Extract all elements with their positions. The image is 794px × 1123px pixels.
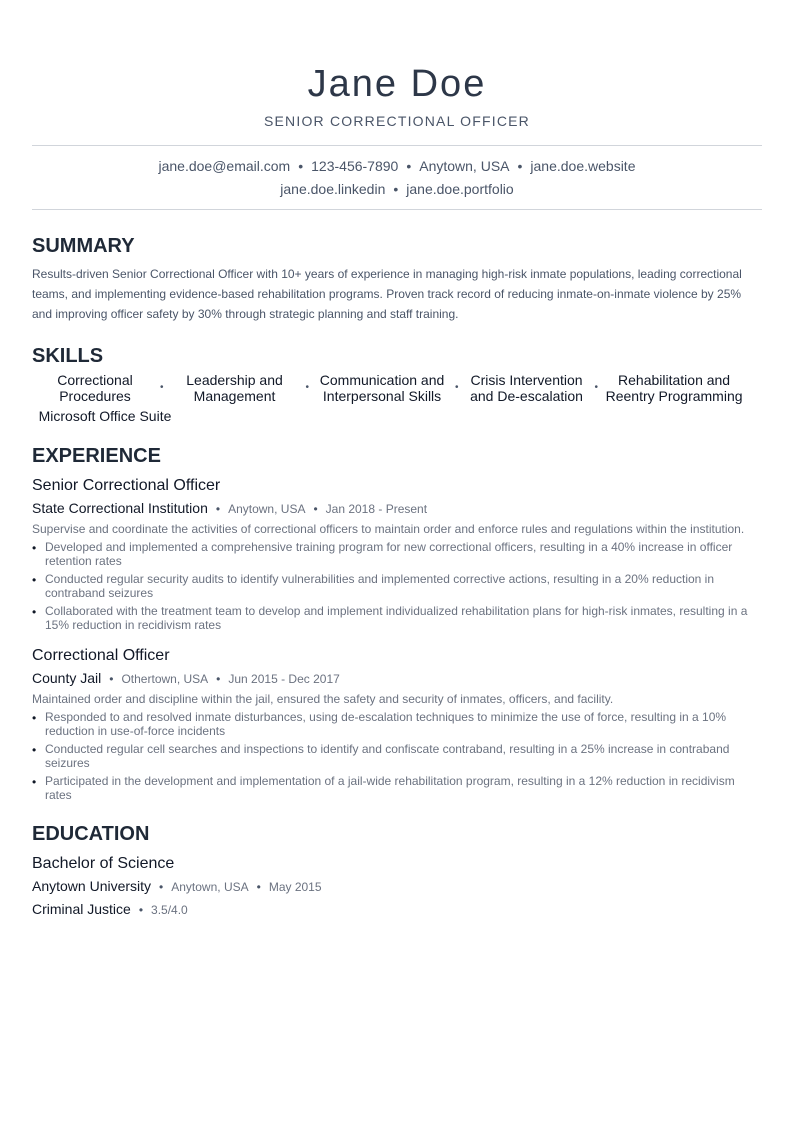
resume-header: [32, 0, 762, 130]
section-heading: SUMMARY: [32, 235, 135, 257]
school-location: Anytown, USA: [171, 880, 249, 894]
section-heading: SKILLS: [32, 345, 104, 367]
job-entry: [32, 476, 762, 632]
skills-section: [32, 344, 762, 424]
job-dates: Jan 2018 - Present: [325, 502, 428, 516]
education-section: [32, 822, 762, 920]
section-heading: EDUCATION: [32, 823, 150, 845]
job-location: Othertown, USA: [121, 672, 209, 686]
contact-row: [32, 178, 762, 201]
skill-item: Correctional Procedures: [57, 372, 133, 404]
separator-dot: •: [594, 382, 599, 393]
achievement-item: • Conducted regular cell searches and inspections to identify and confiscate contraband, resulting in a 25% increase in contraband seizures: [32, 742, 762, 770]
summary-section: [32, 234, 762, 324]
separator-dot: •: [298, 158, 304, 174]
achievement-item: • Collaborated with the treatment team to develop and implement individualized rehabilitation plans for high-risk inmates, resulting in a 15% reduction in recidivism rates: [32, 604, 762, 632]
separator-dot: •: [159, 880, 164, 894]
job-meta: [32, 498, 762, 519]
degree-title: Bachelor of Science: [32, 855, 175, 872]
achievement-item: • Developed and implemented a comprehensive training program for new correctional officers, resulting in a 40% increase in officer retention rates: [32, 540, 762, 568]
job-title: Correctional Officer: [32, 647, 170, 664]
job-dates: Jun 2015 - Dec 2017: [228, 672, 340, 686]
job-description: Maintained order and discipline within the jail, ensured the safety and security of inmates, officers, and facility.: [32, 692, 614, 706]
graduation-date: May 2015: [268, 880, 322, 894]
separator-dot: •: [160, 382, 164, 393]
contact-linkedin[interactable]: jane.doe.linkedin: [280, 181, 386, 197]
skill-item: Microsoft Office Suite: [38, 408, 172, 424]
job-location: Anytown, USA: [228, 502, 306, 516]
contact-row: [32, 155, 762, 178]
gpa: 3.5/4.0: [151, 903, 188, 917]
skills-list: [32, 372, 762, 424]
contact-email[interactable]: jane.doe@email.com: [158, 158, 291, 174]
job-meta: [32, 668, 762, 689]
skill-item: Leadership and Management: [186, 372, 283, 404]
contact-phone[interactable]: 123-456-7890: [311, 158, 399, 174]
job-description: Supervise and coordinate the activities of correctional officers to maintain order and enforce rules and regulations within the institution.: [32, 522, 745, 536]
candidate-name: Jane Doe: [307, 63, 487, 105]
achievement-item: • Participated in the development and implementation of a jail-wide rehabilitation program, resulting in a 12% reduction in recidivism rates: [32, 774, 762, 802]
candidate-title: SENIOR CORRECTIONAL OFFICER: [263, 113, 530, 129]
separator-dot: •: [216, 672, 221, 686]
skill-item: Crisis Intervention and De-escalation: [470, 372, 583, 404]
contact-website[interactable]: jane.doe.website: [530, 158, 636, 174]
employer-name: State Correctional Institution: [32, 500, 208, 516]
employer-name: County Jail: [32, 670, 102, 686]
separator-dot: •: [517, 158, 523, 174]
job-entry: [32, 646, 762, 802]
contact-portfolio[interactable]: jane.doe.portfolio: [406, 181, 514, 197]
separator-dot: •: [138, 903, 144, 917]
job-achievements: [32, 710, 762, 802]
section-heading: EXPERIENCE: [32, 445, 161, 467]
separator-dot: •: [393, 181, 399, 197]
skill-item: Communication and Interpersonal Skills: [319, 372, 445, 404]
summary-text: Results-driven Senior Correctional Officer with 10+ years of experience in managing high-risk inmate populations, leading correctional teams, and implementing evidence-based rehabilitation programs. Proven track record of reducing inmate-on-inmate violence by 25% and improving officer safety by 30% through strategic planning and staff training.: [32, 267, 742, 321]
contact-location: Anytown, USA: [419, 158, 510, 174]
education-meta: [32, 876, 762, 897]
experience-section: [32, 444, 762, 802]
separator-dot: •: [406, 158, 412, 174]
separator-dot: •: [305, 382, 310, 393]
job-title: Senior Correctional Officer: [32, 477, 221, 494]
achievement-item: • Conducted regular security audits to identify vulnerabilities and implemented corrective actions, resulting in a 20% reduction in contraband seizures: [32, 572, 762, 600]
field-of-study: Criminal Justice: [32, 901, 131, 917]
skill-item: Rehabilitation and Reentry Programming: [605, 372, 743, 404]
achievement-item: • Responded to and resolved inmate disturbances, using de-escalation techniques to minimize the use of force, resulting in a 10% reduction in use-of-force incidents: [32, 710, 762, 738]
school-name: Anytown University: [32, 878, 152, 894]
contact-info: [32, 145, 762, 210]
job-achievements: [32, 540, 762, 632]
separator-dot: •: [455, 382, 459, 393]
separator-dot: •: [313, 502, 318, 516]
education-field: [32, 899, 762, 920]
separator-dot: •: [215, 502, 221, 516]
separator-dot: •: [109, 672, 114, 686]
separator-dot: •: [256, 880, 261, 894]
